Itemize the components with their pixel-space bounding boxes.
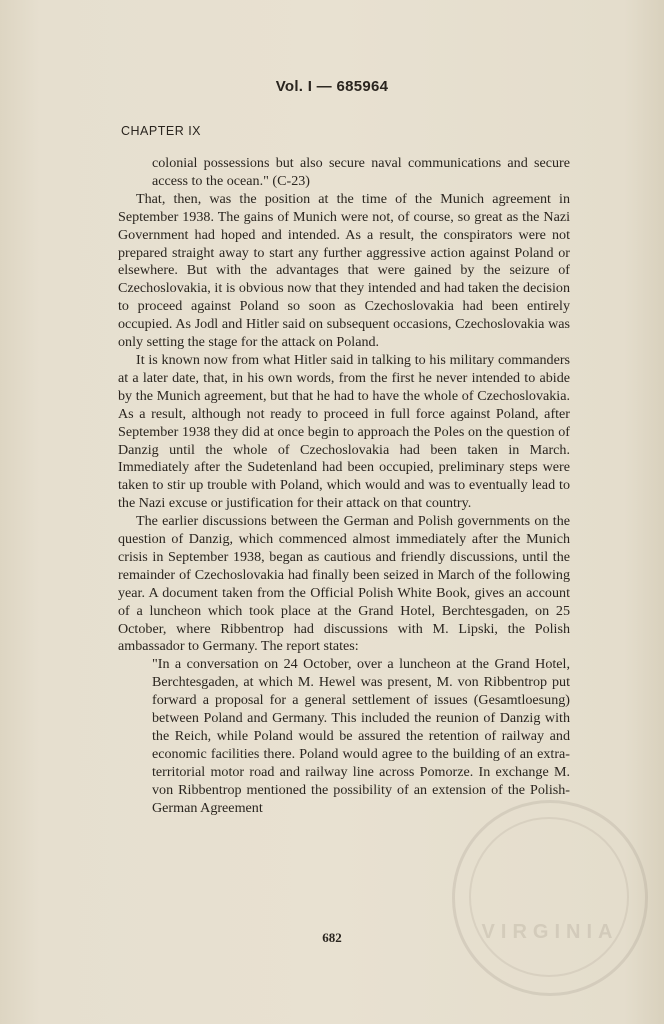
- paragraph-continuation: colonial possessions but also secure naval communications and secure access to the ocean." (C-23): [152, 155, 570, 189]
- paragraph: That, then, was the position at the time of the Munich agreement in September 1938. The gains of Munich were not, of course, so great as the Nazi Government had hoped and intended. As a result, the conspirators were not prepared straight away to start any further aggressive action against Poland or elsewhere. But with the advantages that were gained by the seizure of Czechoslovakia, it is obvious now that they intended and had taken the decision to proceed against Poland so soon as Czechoslovakia had been entirely occupied. As Jodl and Hitler said on subsequent occasions, Czechoslovakia was only setting the stage for the attack on Poland.: [118, 190, 570, 351]
- body-text: [118, 155, 570, 818]
- seal-text: VIRGINIA: [481, 921, 619, 943]
- seal-inner-ring: [469, 817, 629, 977]
- page-number: 682: [322, 930, 342, 945]
- block-quote: "In a conversation on 24 October, over a luncheon at the Grand Hotel, Berchtesgaden, at which M. Hewel was present, M. von Ribbentrop put forward a proposal for a general settlement of issues (Gesamtloesung) between Poland and Germany. This included the reunion of Danzig with the Reich, while Poland would be assured the retention of railway and economic facilities there. Poland would agree to the building of an extra-territorial motor road and railway line across Pomorze. In exchange M. von Ribbentrop mentioned the possibility of an extension of the Polish-German Agreement: [152, 656, 570, 816]
- paragraph: The earlier discussions between the German and Polish governments on the question of Danzig, which commenced almost immediately after the Munich crisis in September 1938, began as cautious and friendly discussions, until the remainder of Czechoslovakia had finally been seized in March of the following year. A document taken from the Official Polish White Book, gives an account of a luncheon which took place at the Grand Hotel, Berchtesgaden, on 25 October, where Ribbentrop had discussions with M. Lipski, the Polish ambassador to Germany. The report states:: [118, 513, 570, 655]
- paragraph: It is known now from what Hitler said in talking to his military commanders at a later date, that, in his own words, from the first he never intended to abide by the Munich agreement, but that he had to have the whole of Czechoslovakia. As a result, although not ready to proceed in full force against Poland, after September 1938 they did at once begin to approach the Poles on the question of Danzig until the whole of Czechoslovakia had been taken in March. Immediately after the Sudetenland had been occupied, preliminary steps were taken to stir up trouble with Poland, which would and was to eventually lead to the Nazi excuse or justification for their attack on that country.: [118, 351, 570, 512]
- page-header: Vol. I — 685964: [275, 78, 389, 95]
- library-seal-watermark: [452, 800, 648, 996]
- chapter-heading: CHAPTER IX: [121, 124, 202, 138]
